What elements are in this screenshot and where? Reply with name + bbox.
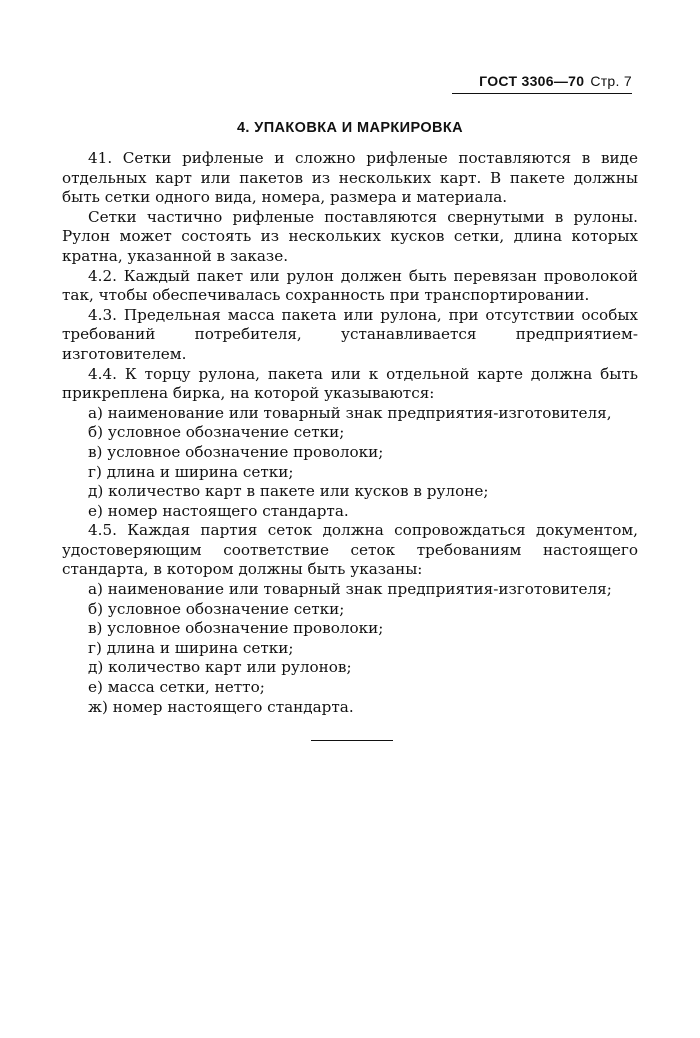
paragraph-4-1-rolls: Сетки частично рифленые поставляются свернутыми в рулоны. Рулон может состоять из нескольких кусков сетки, длина которых кратна, указанной в заказе. [62, 207, 638, 265]
standard-number: ГОСТ 3306—70 [479, 73, 585, 89]
list-item: г) длина и ширина сетки; [88, 462, 294, 481]
paragraph-4-4: 4.4. К торцу рулона, пакета или к отдельной карте должна быть прикреплена бирка, на которой указываются: [62, 364, 638, 403]
list-item: а) наименование или товарный знак предприятия-изготовителя, [88, 403, 612, 422]
list-item: г) длина и ширина сетки; [88, 638, 294, 657]
paragraph-4-1: 41. Сетки рифленые и сложно рифленые поставляются в виде отдельных карт или пакетов из нескольких карт. В пакете должны быть сетки одного вида, номера, размера и материала. [62, 149, 638, 207]
list-item: в) условное обозначение проволоки; [88, 442, 384, 461]
list-item: б) условное обозначение сетки; [88, 423, 345, 442]
paragraph-4-5: 4.5. Каждая партия сеток должна сопровождаться документом, удостоверяющим соответствие сеток требованиям настоящего стандарта, в котором должны быть указаны: [62, 521, 638, 579]
paragraph-4-3: 4.3. Предельная масса пакета или рулона, при отсутствии особых требований потребителя, устанавливается предприятием-изготовителем. [62, 305, 638, 363]
end-rule-divider [311, 740, 393, 741]
list-item: д) количество карт или рулонов; [88, 658, 352, 677]
list-item: д) количество карт в пакете или кусков в рулоне; [88, 482, 489, 501]
list-item: е) масса сетки, нетто; [88, 678, 265, 697]
list-item: ж) номер настоящего стандарта. [88, 697, 354, 716]
list-4-5 [62, 580, 638, 717]
list-4-4 [62, 404, 638, 522]
list-item: е) номер настоящего стандарта. [88, 501, 349, 520]
section-title: 4. УПАКОВКА И МАРКИРОВКА [236, 120, 464, 136]
list-item: в) условное обозначение проволоки; [88, 619, 384, 638]
list-item: а) наименование или товарный знак предприятия-изготовителя; [88, 580, 612, 599]
page-number: Стр. 7 [590, 73, 632, 89]
paragraph-4-2: 4.2. Каждый пакет или рулон должен быть перевязан проволокой так, чтобы обеспечивалась сохранность при транспортировании. [62, 266, 638, 305]
page-header [452, 73, 632, 94]
list-item: б) условное обозначение сетки; [88, 599, 345, 618]
document-body [62, 149, 638, 717]
